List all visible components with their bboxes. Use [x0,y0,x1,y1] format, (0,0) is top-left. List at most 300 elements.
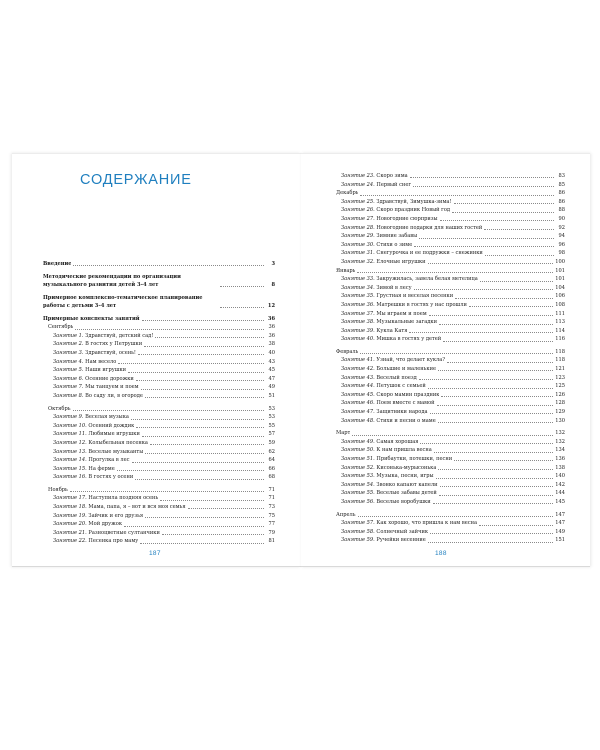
page-number-left: 187 [149,550,161,557]
toc-entry-page: 47 [268,375,275,382]
lesson-label: Занятие 12. [53,439,87,446]
toc-entry-lesson [43,375,275,384]
toc-entry-lesson [331,310,565,319]
toc-entry-text: Стихи и песни о маме [376,417,436,424]
lesson-label: Занятие 58. [341,528,375,535]
dot-leader [124,526,264,527]
dot-leader [141,389,264,390]
toc-entry-title [341,284,412,293]
toc-entry-lesson [331,356,565,365]
dot-leader [144,346,264,347]
dot-leader [440,220,554,221]
dot-leader [73,410,265,411]
toc-entry-title [341,224,482,233]
toc-entry-text: Зайчик и его друзья [88,512,144,519]
toc-entry-text: Музыка, песни, игры [376,473,434,480]
lesson-label: Занятие 32. [341,258,375,265]
lesson-label: Занятие 19. [53,512,87,519]
toc-entry-title [341,181,411,190]
toc-entry-page: 132 [555,430,565,437]
dot-leader [480,281,553,282]
toc-entry-title [341,455,452,464]
toc-entry-text: Снегурочка и ее подружки – снежинки [376,250,483,257]
toc-entry-title [341,481,438,490]
toc-entry-title [43,315,140,324]
toc-entry-title [53,383,139,392]
toc-entry-title [341,365,436,374]
toc-entry-text: Музыкальные загадки [376,319,438,326]
toc-entry-lesson [331,215,565,224]
lesson-label: Занятие 18. [53,504,87,511]
toc-entry-page: 113 [555,319,565,326]
toc-entry-title [53,392,143,401]
lesson-label: Занятие 22. [53,538,87,545]
toc-entry-title [341,536,426,545]
dot-leader [145,397,264,398]
left-page [12,153,301,567]
toc-entry-page: 57 [268,431,275,438]
toc-entry-lesson [43,503,275,512]
toc-entry-page: 145 [555,498,565,505]
toc-entry-page: 68 [268,474,275,481]
toc-entry-title [341,249,483,258]
lesson-label: Занятие 26. [341,207,375,214]
toc-entry-text: К нам пришла весна [376,447,432,454]
toc-entry-title [341,172,408,181]
toc-entry-text: Осенний дождик [88,422,135,429]
toc-entry-lesson [331,224,565,233]
toc-entry-title [53,537,138,546]
toc-entry-text: Елочные игрушки [376,258,426,265]
lesson-label: Занятие 46. [341,400,375,407]
toc-entry-title [336,189,358,198]
toc-entry-page: 149 [555,528,565,535]
toc-entry-title [341,498,431,507]
toc-entry-title [341,519,477,528]
toc-entry-lesson [331,489,565,498]
toc-entry-text: Январь [336,267,356,274]
lesson-label: Занятие 48. [341,417,375,424]
toc-entry-lesson [331,519,565,528]
toc-entry-page: 142 [555,481,565,488]
toc-entry-page: 126 [555,391,565,398]
toc-entry-section [43,315,275,324]
dot-leader [454,203,555,204]
toc-entry-page: 45 [268,367,275,374]
toc-entry-page: 151 [555,537,565,544]
dot-leader [428,388,553,389]
toc-entry-month [331,189,565,198]
toc-entry-title [341,528,428,537]
toc-entry-title [341,198,452,207]
toc-entry-page: 88 [558,207,565,214]
toc-entry-text: Кукла Катя [376,327,408,334]
toc-entry-lesson [43,537,275,546]
toc-entry-page: 144 [555,490,565,497]
toc-entry-title [53,375,134,384]
toc-entry-text: Самая хорошая [376,438,419,445]
toc-entry-lesson [331,249,565,258]
lesson-label: Занятие 9. [53,414,84,421]
toc-entry-page: 125 [555,383,565,390]
toc-entry-page: 123 [555,374,565,381]
lesson-label: Занятие 42. [341,366,375,373]
toc-entry-lesson [331,327,565,336]
dot-leader [409,332,553,333]
toc-entry-title [341,391,439,400]
dot-leader [419,379,554,380]
dot-leader [145,517,264,518]
toc-entry-month [43,405,275,414]
dot-leader [155,337,264,338]
toc-entry-page: 116 [555,336,565,343]
dot-leader [128,372,264,373]
toc-entry-title [336,267,355,276]
dot-leader [358,516,554,517]
dot-leader [454,460,553,461]
lesson-label: Занятие 17. [53,495,87,502]
lesson-label: Занятие 54. [341,481,375,488]
lesson-label: Занятие 5. [53,367,84,374]
toc-entry-month [43,486,275,495]
toc-entry-text: Веселый поезд [376,374,417,381]
toc-entry-page: 59 [268,439,275,446]
toc-entry-title [53,494,158,503]
toc-entry-title [341,417,436,426]
dot-leader [70,491,264,492]
toc-entry-title [341,206,450,215]
toc-entry-lesson [43,439,275,448]
dot-leader [414,246,554,247]
toc-entry-title [341,301,467,310]
dot-leader [131,419,264,420]
page-title: СОДЕРЖАНИЕ [80,172,192,188]
toc-entry-title [53,473,133,482]
toc-entry-title [43,260,71,269]
lesson-label: Занятие 20. [53,521,87,528]
toc-entry-title [53,332,153,341]
toc-entry-month [331,267,565,276]
toc-entry-text: Октябрь [48,405,71,412]
toc-entry-lesson [331,391,565,400]
toc-entry-text: Мы танцуем и поем [85,384,139,391]
toc-entry-text: Мой дружок [88,521,123,528]
dot-leader [430,413,554,414]
toc-entry-text: Декабрь [336,190,359,197]
toc-entry-page: 101 [555,267,565,274]
toc-entry-lesson [331,446,565,455]
dot-leader [360,195,554,196]
dot-leader [438,469,553,470]
lesson-label: Занятие 4. [53,358,84,365]
dot-leader [484,229,554,230]
lesson-label: Занятие 51. [341,456,375,462]
toc-entry-text: Наступила поздняя осень [88,495,159,502]
toc-entry-lesson [331,172,565,181]
toc-entry-text: Разноцветные султанчики [88,529,160,536]
toc-entry-title [341,292,453,301]
toc-entry-text: Здравствуй, осень! [85,349,136,356]
toc-entry-page: 121 [555,366,565,373]
toc-entry-text: Примерное комплексно-тематическое планирование работы с детьми 3–4 лет [43,294,203,310]
toc-entry-text: Как хорошо, что пришла к нам весна [376,520,478,527]
lesson-label: Занятие 45. [341,391,375,398]
toc-entry-text: Скоро мамин праздник [376,391,440,398]
toc-entry-lesson [331,232,565,241]
toc-entry-page: 108 [555,301,565,308]
toc-entry-title [53,465,115,474]
toc-entry-page: 36 [268,332,275,339]
dot-leader [117,470,264,471]
toc-entry-lesson [331,292,565,301]
toc-entry-text: Колыбельная песенка [88,439,148,446]
toc-entry-title [341,275,478,284]
dot-leader [360,353,553,354]
lesson-label: Занятие 52. [341,464,375,471]
toc-entry-page: 64 [268,457,275,464]
toc-entry-lesson [43,383,275,392]
dot-leader [438,370,553,371]
toc-entry-text: Прогулка в лес [88,457,130,464]
lesson-label: Занятие 47. [341,409,375,416]
toc-entry-lesson [331,382,565,391]
toc-entry-text: Веселые музыканты [88,448,144,455]
dot-leader [455,298,553,299]
toc-entry-text: Во саду ли, в огороде [85,392,143,399]
toc-entry-text: Петушок с семьей [376,383,426,390]
toc-entry-title [53,413,129,422]
toc-entry-title [341,258,426,267]
lesson-label: Занятие 28. [341,224,375,231]
toc-entry-text: Веселая музыка [85,414,129,421]
toc-entry-lesson [331,498,565,507]
toc-entry-text: Мы играем и поем [376,310,427,317]
lesson-label: Занятие 55. [341,490,375,497]
toc-entry-lesson [43,332,275,341]
toc-entry-title [43,273,218,290]
toc-entry-section [43,294,275,311]
dot-leader [469,306,553,307]
toc-entry-page: 94 [558,233,565,240]
toc-entry-title [53,422,134,431]
toc-entry-page: 3 [271,261,275,267]
toc-entry-page: 71 [268,495,275,502]
lesson-label: Занятие 59. [341,537,375,544]
toc-entry-lesson [331,181,565,190]
lesson-label: Занятие 35. [341,293,375,300]
toc-entry-title [341,318,437,327]
toc-entry-lesson [43,422,275,431]
dot-leader [75,329,264,330]
toc-entry-page: 140 [555,473,565,480]
toc-entry-lesson [331,374,565,383]
toc-entry-page: 128 [555,400,565,407]
toc-entry-text: Защитники народа [376,409,428,416]
lesson-label: Занятие 36. [341,301,375,308]
dot-leader [429,315,554,316]
toc-entry-title [53,340,142,349]
toc-entry-page: 53 [268,414,275,421]
dot-leader [452,212,554,213]
toc-entry-text: Мама, папа, я – вот и вся моя семья [88,504,186,511]
toc-entry-page: 75 [268,512,275,519]
toc-entry-text: Узнай, что делает кукла? [376,357,446,364]
toc-entry-page: 134 [555,447,565,454]
dot-leader [160,500,264,501]
toc-entry-month [331,429,565,438]
toc-entry-text: Любимые игрушки [88,431,140,438]
dot-leader [220,286,264,287]
toc-entry-text: Мишка в гостях у детей [376,336,442,343]
toc-entry-text: Поем вместе с мамой [376,400,435,407]
toc-entry-page: 8 [271,282,275,288]
toc-entry-title [341,374,417,383]
lesson-label: Занятие 11. [53,431,87,438]
toc-entry-title [336,429,350,438]
toc-entry-page: 86 [558,190,565,197]
toc-entry-text: На ферме [88,465,115,472]
toc-entry-title [53,366,126,375]
toc-entry-lesson [43,358,275,367]
toc-entry-title [341,215,438,224]
dot-leader [485,255,554,256]
dot-leader [420,443,553,444]
toc-entry-lesson [43,473,275,482]
dot-leader [410,177,554,178]
dot-leader [479,525,553,526]
dot-leader [428,263,554,264]
toc-entry-title [53,456,130,465]
toc-entry-title [341,489,437,498]
lesson-label: Занятие 25. [341,198,375,205]
dot-leader [419,238,554,239]
toc-entry-text: Наши игрушки [85,367,127,374]
toc-entry-text: Примерные конспекты занятий [43,315,140,322]
toc-entry-title [341,446,432,455]
dot-leader [436,478,554,479]
toc-entry-title [341,408,428,417]
lesson-label: Занятие 43. [341,374,375,381]
toc-entry-page: 38 [268,341,275,348]
toc-entry-page: 147 [555,520,565,527]
dot-leader [447,362,553,363]
toc-entry-page: 79 [268,529,275,536]
lesson-label: Занятие 21. [53,529,87,536]
lesson-label: Занятие 14. [53,457,87,464]
dot-leader [220,307,264,308]
toc-entry-text: Кисонька-мурысонька [376,464,437,471]
toc-entry-lesson [331,206,565,215]
toc-entry-lesson [43,413,275,422]
lesson-label: Занятие 16. [53,474,87,481]
dot-leader [440,486,554,487]
lesson-label: Занятие 49. [341,438,375,445]
right-page [301,153,590,567]
toc-entry-title [53,430,140,439]
toc-entry-title [48,486,68,495]
toc-entry-title [336,511,356,520]
toc-entry-lesson [331,455,565,464]
toc-entry-lesson [331,438,565,447]
dot-leader [428,542,553,543]
lesson-label: Занятие 34. [341,284,375,291]
dot-leader [73,265,264,266]
toc-entry-page: 98 [558,250,565,257]
toc-entry-lesson [331,408,565,417]
page-number-right: 188 [435,550,447,557]
lesson-label: Занятие 23. [341,173,375,179]
dot-leader [136,427,264,428]
toc-entry-text: Веселые воробушки [376,498,431,505]
toc-entry-page: 129 [555,409,565,416]
lesson-label: Занятие 57. [341,520,375,527]
toc-entry-text: Введение [43,261,72,267]
toc-entry-page: 96 [558,241,565,248]
toc-entry-page: 118 [555,348,565,355]
toc-entry-lesson [331,481,565,490]
toc-entry-text: Апрель [336,511,356,518]
toc-entry-lesson [43,430,275,439]
toc-entry-lesson [43,520,275,529]
dot-leader [142,320,264,321]
toc-entry-lesson [43,465,275,474]
dot-leader [188,508,264,509]
dot-leader [443,341,553,342]
toc-entry-title [53,358,116,367]
lesson-label: Занятие 50. [341,447,375,454]
toc-entry-text: Стихи о зиме [376,241,413,248]
toc-entry-lesson [331,275,565,284]
dot-leader [357,272,553,273]
toc-entry-text: В гостях у осени [88,474,134,481]
toc-entry-lesson [43,349,275,358]
toc-entry-page: 36 [267,315,275,322]
toc-entry-lesson [43,456,275,465]
toc-entry-text: Методические рекомендации по организации музыкального развития детей 3–4 лет [43,273,181,289]
lesson-label: Занятие 7. [53,384,84,391]
toc-entry-lesson [331,536,565,545]
toc-entry-text: Звонко капают капели [376,481,438,488]
toc-entry-text: Новогодние сюрпризы [376,215,438,222]
toc-entry-text: Ручейки весенние [376,537,426,544]
toc-entry-title [341,438,418,447]
toc-entry-page: 51 [268,392,275,399]
toc-entry-lesson [331,318,565,327]
toc-list-right [331,172,565,545]
dot-leader [439,495,553,496]
toc-entry-title [53,512,143,521]
toc-entry-month [331,348,565,357]
dot-leader [162,534,264,535]
toc-entry-title [341,335,441,344]
toc-entry-text: Зимние забавы [376,233,418,240]
dot-leader [441,396,553,397]
toc-entry-page: 136 [555,456,565,462]
dot-leader [132,462,264,463]
toc-entry-title [53,349,136,358]
toc-entry-lesson [331,365,565,374]
lesson-label: Занятие 6. [53,375,84,382]
dot-leader [150,444,264,445]
toc-entry-title [341,399,435,408]
lesson-label: Занятие 29. [341,233,375,240]
lesson-label: Занятие 3. [53,349,84,356]
toc-entry-title [48,323,73,332]
toc-entry-page: 43 [268,358,275,365]
toc-entry-page: 118 [555,357,565,364]
dot-leader [439,324,553,325]
toc-entry-month [43,323,275,332]
